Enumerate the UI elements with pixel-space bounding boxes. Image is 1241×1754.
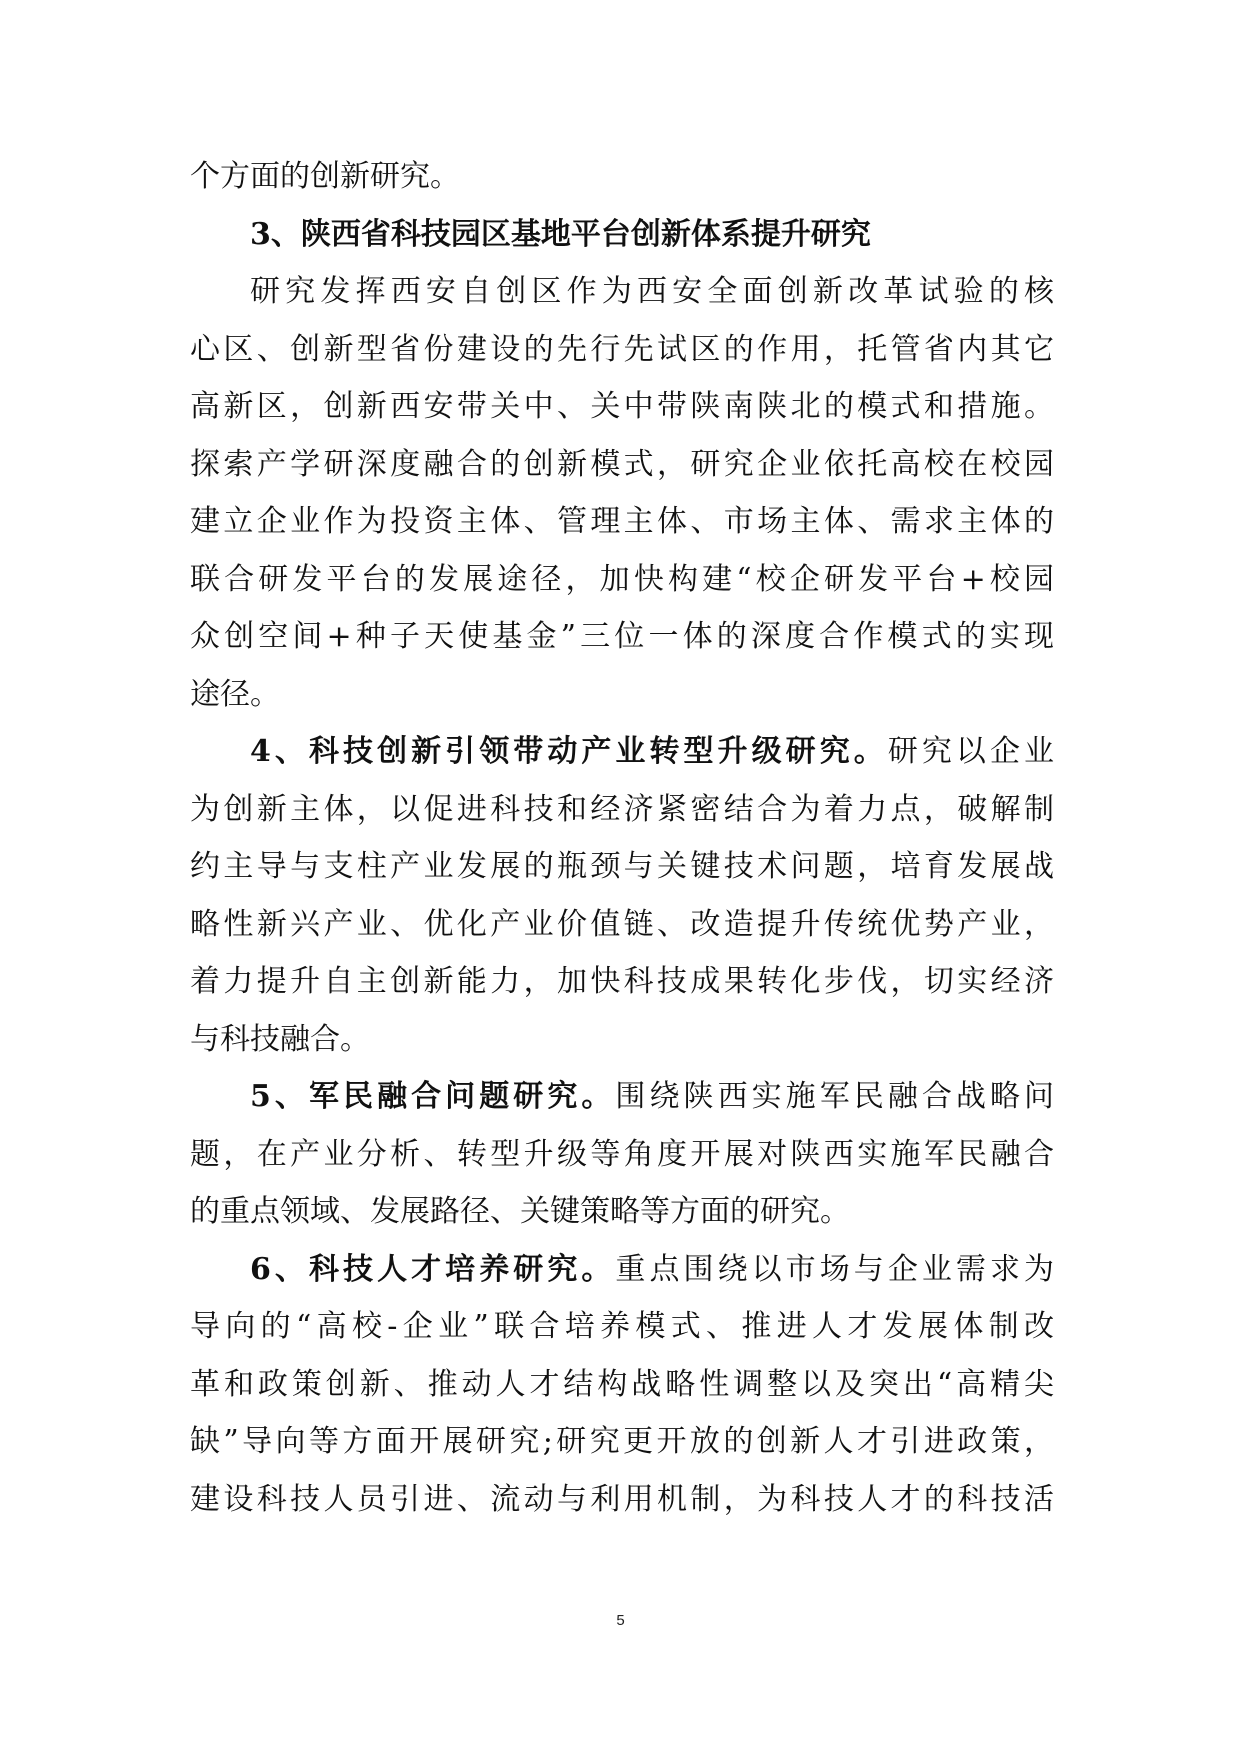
page-number: 5 xyxy=(616,1612,625,1629)
text-run: 研究以企业 xyxy=(887,734,1054,769)
text-run: 重点围绕以市场与企业需求为 xyxy=(615,1251,1054,1287)
text-line: 联合研发平台的发展途径，加快构建“校企研发平台+校园 xyxy=(190,561,1054,597)
text-line: 建立企业作为投资主体、管理主体、市场主体、需求主体的 xyxy=(190,504,1054,539)
text-line: 途径。 xyxy=(190,676,280,712)
text-line: 约主导与支柱产业发展的瓶颈与关键技术问题，培育发展战 xyxy=(190,849,1054,884)
text-run: 围绕陕西实施军民融合战略问 xyxy=(615,1079,1054,1114)
text-line: 革和政策创新、推动人才结构战略性调整以及突出“高精尖 xyxy=(190,1366,1054,1402)
text-line: 的重点领域、发展路径、关键策略等方面的研究。 xyxy=(190,1194,850,1229)
text-line: 个方面的创新研究。 xyxy=(190,159,460,194)
text-line: 心区、创新型省份建设的先行先试区的作用，托管省内其它 xyxy=(190,331,1054,367)
text-line: 缺”导向等方面开展研究;研究更开放的创新人才引进政策， xyxy=(190,1424,1054,1459)
paragraph-6-first-line xyxy=(190,1241,1054,1299)
text-line: 研究发挥西安自创区作为西安全面创新改革试验的核 xyxy=(250,274,1054,309)
paragraph-5-first-line xyxy=(190,1068,1054,1126)
section-heading-5: 5、军民融合问题研究。 xyxy=(250,1079,616,1114)
text-line: 题，在产业分析、转型升级等角度开展对陕西实施军民融合 xyxy=(190,1136,1054,1172)
text-line: 建设科技人员引进、流动与利用机制，为科技人才的科技活 xyxy=(190,1481,1054,1517)
section-heading-6: 6、科技人才培养研究。 xyxy=(250,1251,616,1287)
paragraph-4-first-line xyxy=(190,723,1054,781)
text-line: 探索产学研深度融合的创新模式，研究企业依托高校在校园 xyxy=(190,446,1054,482)
body-text xyxy=(190,148,1054,1528)
text-line: 略性新兴产业、优化产业价值链、改造提升传统优势产业， xyxy=(190,906,1054,942)
text-line: 高新区，创新西安带关中、关中带陕南陕北的模式和措施。 xyxy=(190,389,1054,424)
text-line: 众创空间+种子天使基金”三位一体的深度合作模式的实现 xyxy=(190,619,1054,654)
text-line: 为创新主体，以促进科技和经济紧密结合为着力点，破解制 xyxy=(190,791,1054,827)
section-heading-3: 3、陕西省科技园区基地平台创新体系提升研究 xyxy=(250,216,871,252)
section-heading-4: 4、科技创新引领带动产业转型升级研究。 xyxy=(250,734,888,769)
text-line: 着力提升自主创新能力，加快科技成果转化步伐，切实经济 xyxy=(190,964,1054,999)
text-line: 与科技融合。 xyxy=(190,1021,370,1057)
text-line: 导向的“高校-企业”联合培养模式、推进人才发展体制改 xyxy=(190,1309,1054,1344)
